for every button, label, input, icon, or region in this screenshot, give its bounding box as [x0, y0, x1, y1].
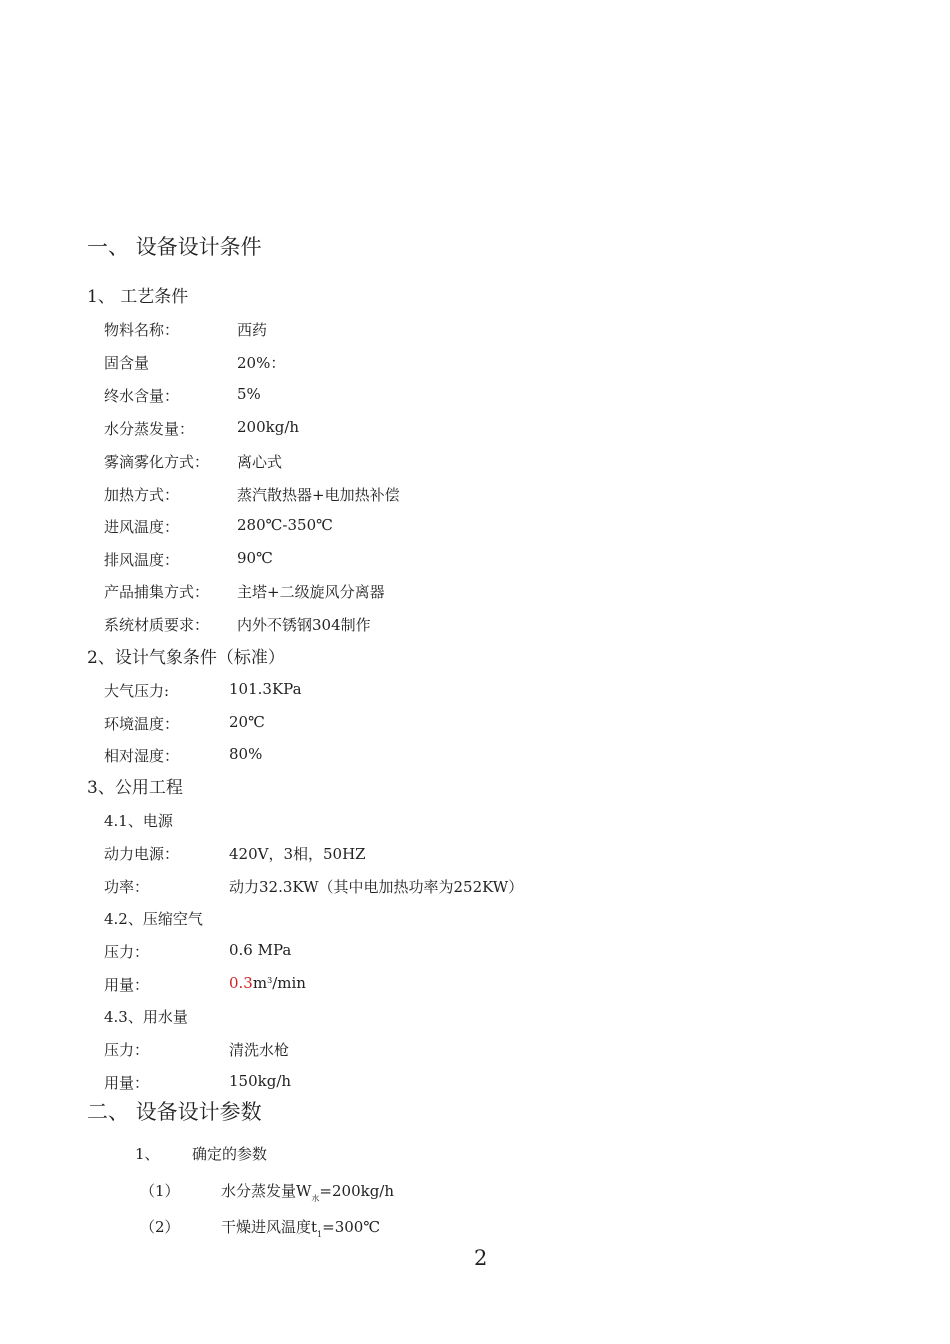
- row-value: 动力32.3KW（其中电加热功率为252KW）: [229, 878, 524, 896]
- item-number: （2）: [140, 1218, 180, 1236]
- row-value: 90℃: [237, 549, 273, 567]
- air-usage-unit: m: [252, 974, 268, 992]
- row-label: 动力电源：: [104, 845, 180, 863]
- section-2-title: 二、 设备设计参数: [87, 1100, 262, 1124]
- row-label: 雾滴雾化方式：: [104, 453, 210, 471]
- air-usage-unit-exponent: 3: [267, 976, 273, 985]
- utilities-heading: 3、公用工程: [87, 778, 183, 798]
- row-label: 压力：: [104, 943, 150, 961]
- row-label: 产品捕集方式：: [104, 583, 210, 601]
- air-usage-value: [229, 974, 306, 992]
- subsection-number: 1、: [135, 1145, 160, 1163]
- item-text-main: 水分蒸发量W: [221, 1182, 312, 1200]
- row-label: 进风温度：: [104, 518, 180, 536]
- row-label: 用量：: [104, 1074, 150, 1092]
- item-text-subscript: 1: [317, 1230, 323, 1239]
- row-value: 西药: [237, 321, 268, 339]
- row-value: 清洗水枪: [229, 1041, 290, 1059]
- item-text-main: 干燥进风温度t: [221, 1218, 318, 1236]
- row-label: 加热方式：: [104, 486, 180, 504]
- row-value: 主塔+二级旋风分离器: [237, 583, 385, 601]
- row-value: 101.3KPa: [229, 680, 302, 698]
- row-label: 排风温度：: [104, 551, 180, 569]
- row-value: 内外不锈钢304制作: [237, 616, 371, 634]
- row-value: 420V，3相，50HZ: [229, 845, 366, 863]
- item-text: [221, 1180, 394, 1204]
- row-value: 20℃: [229, 713, 265, 731]
- air-usage-number: 0.3: [229, 974, 253, 992]
- row-value: 150kg/h: [229, 1072, 292, 1090]
- row-value: 80%: [229, 745, 263, 763]
- row-value: 20%：: [237, 354, 286, 372]
- item-text-subscript: 水: [311, 1194, 320, 1203]
- item-text-tail: =200kg/h: [319, 1182, 395, 1200]
- air-usage-unit-tail: /min: [272, 974, 306, 992]
- process-conditions-heading: 1、 工艺条件: [87, 287, 189, 307]
- row-label: 压力：: [104, 1041, 150, 1059]
- page-number: 2: [474, 1246, 488, 1270]
- row-label: 固含量: [104, 354, 150, 372]
- row-value: 蒸汽散热器+电加热补偿: [237, 486, 400, 504]
- row-value: 5%: [237, 385, 261, 403]
- row-value: 0.6 MPa: [229, 941, 292, 959]
- weather-conditions-heading: 2、设计气象条件（标准）: [87, 648, 285, 668]
- row-label: 终水含量：: [104, 387, 180, 405]
- item-text-tail: =300℃: [322, 1218, 381, 1236]
- row-label: 大气压力:: [104, 682, 170, 700]
- item-text: [221, 1216, 380, 1239]
- row-label: 物料名称：: [104, 321, 180, 339]
- item-number: （1）: [140, 1182, 180, 1200]
- row-label: 环境温度：: [104, 715, 180, 733]
- water-usage-heading: 4.3、用水量: [104, 1008, 188, 1026]
- row-label: 用量：: [104, 976, 150, 994]
- row-label: 功率：: [104, 878, 150, 896]
- row-label: 相对湿度：: [104, 747, 180, 765]
- row-label: 水分蒸发量：: [104, 420, 195, 438]
- subsection-title: 确定的参数: [192, 1145, 268, 1163]
- row-value: 离心式: [237, 453, 283, 471]
- row-label: 系统材质要求：: [104, 616, 210, 634]
- row-value: 200kg/h: [237, 418, 300, 436]
- section-1-title: 一、 设备设计条件: [87, 235, 262, 259]
- row-value: 280℃-350℃: [237, 516, 333, 534]
- power-heading: 4.1、电源: [104, 812, 173, 830]
- compressed-air-heading: 4.2、压缩空气: [104, 910, 203, 928]
